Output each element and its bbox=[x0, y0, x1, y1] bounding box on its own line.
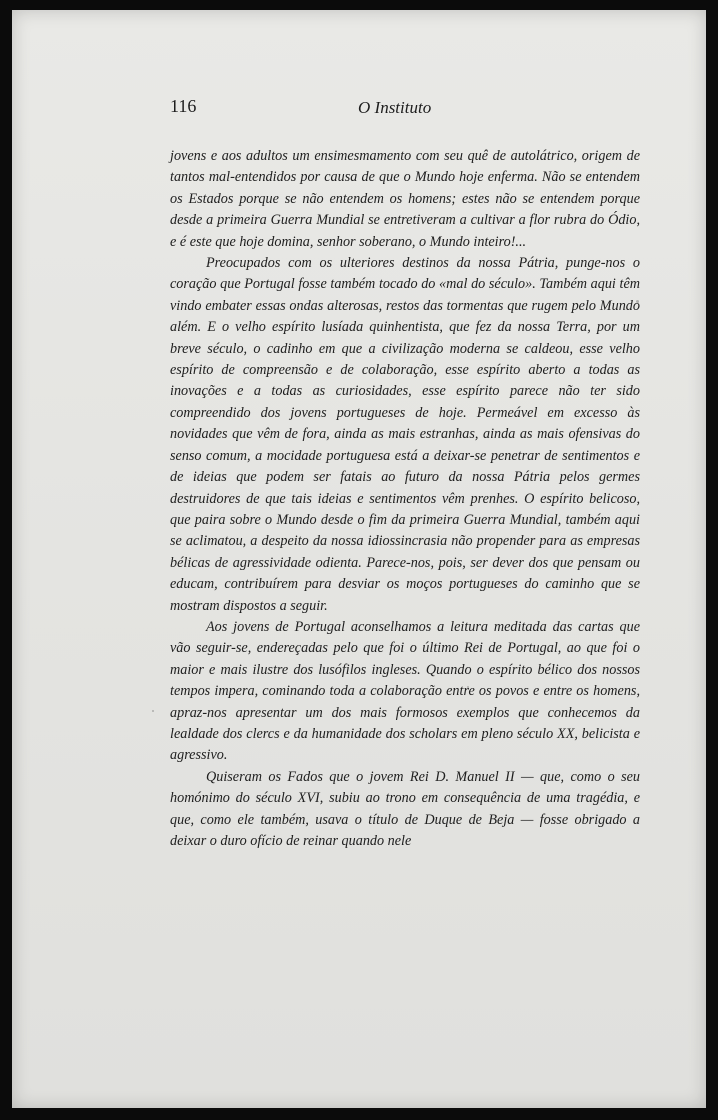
body-text bbox=[170, 146, 640, 852]
paragraph: Aos jovens de Portugal aconselhamos a leitura meditada das cartas que vão seguir-se, endereçadas pelo que foi o último Rei de Portugal, ao que foi o maior e mais ilustre dos lusófilos ingleses. Quando o espírito bélico dos nossos tempos impera, cominando toda a colaboração entre os povos e entre os homens, apraz-nos apresentar um dos mais formosos exemplos que conhecemos da lealdade dos clercs e da humanidade dos scholars em pleno século XX, belicista e agressivo. bbox=[170, 618, 640, 764]
paragraph: Preocupados com os ulteriores destinos da nossa Pátria, punge-nos o coração que Portugal fosse também tocado do «mal do século». Também aqui têm vindo embater essas ondas alterosas, restos das tormentas que rugem pelo Mundo além. E o velho espírito lusíada quinhentista, que fez da nossa Terra, por um breve século, o cadinho em que a civilização moderna se caldeou, esse velho espírito de compreensão e de colaboração, esse espírito aberto a todas as inovações e a todas as curiosidades, esse espírito parece não ter sido compreendido dos jovens portugueses de hoje. Permeável em excesso às novidades que vêm de fora, ainda as mais estranhas, ainda as mais ofensivas do senso comum, a mocidade portuguesa está a deixar-se penetrar de sentimentos e de ideias que podem ser fatais ao futuro da nossa Pátria pelos germes destruidores de que tais ideias e sentimentos vêm prenhes. O espírito belicoso, que paira sobre o Mundo desde o fim da primeira Guerra Mundial, também aqui se aclimatou, a despeito da nossa idiossincrasia não propender para as empresas bélicas de agressividade odienta. Parece-nos, pois, ser dever dos que pensam ou educam, contribuírem para desviar os moços portugueses do caminho que se mostram dispostos a seguir. bbox=[170, 255, 640, 614]
paragraph: jovens e aos adultos um ensimesmamento com seu quê de autolátrico, origem de tantos mal-entendidos por causa de que o Mundo hoje enferma. Não se entendem os Estados porque se não entendem os homens; estes não se entendem porque desde a primeira Guerra Mundial se entretiveram a cultivar a flor rubra do Ódio, e é este que hoje domina, senhor soberano, o Mundo inteiro!... bbox=[170, 148, 640, 250]
running-title: O Instituto bbox=[358, 98, 432, 117]
page-number: 116 bbox=[170, 96, 197, 116]
page-header bbox=[158, 96, 638, 122]
paragraph: Quiseram os Fados que o jovem Rei D. Manuel II — que, como o seu homónimo do século XVI, subiu ao trono em consequência de uma tragédia, e que, como ele também, usava o título de Duque de Beja — fosse obrigado a deixar o duro ofício de reinar quando nele bbox=[170, 768, 640, 849]
paper-speck bbox=[152, 710, 154, 712]
